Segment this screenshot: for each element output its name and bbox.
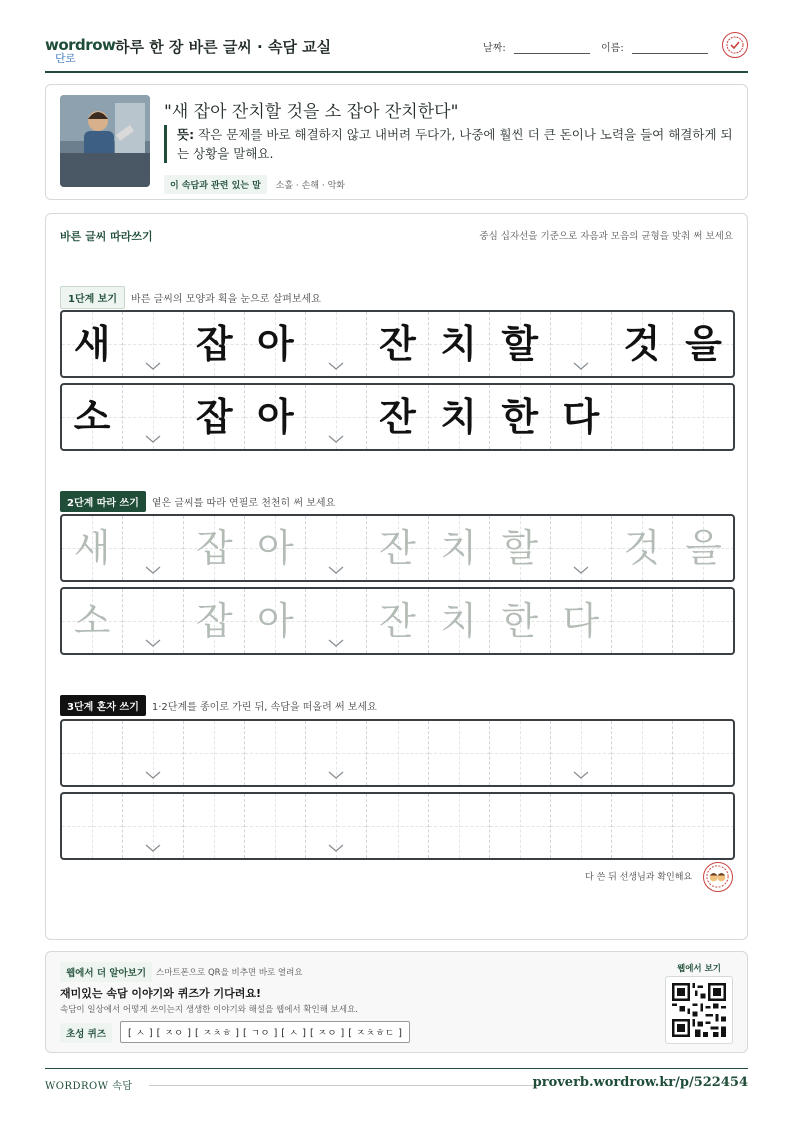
logo-subtext: 단로 xyxy=(55,52,76,65)
writing-cell xyxy=(184,385,245,449)
practice-character: 새 xyxy=(73,526,111,570)
writing-cell[interactable] xyxy=(367,589,428,653)
writing-cell xyxy=(62,312,123,376)
space-mark-icon xyxy=(328,771,344,779)
writing-cell[interactable] xyxy=(62,516,123,580)
practice-character: 치 xyxy=(440,599,477,643)
writing-cell[interactable] xyxy=(245,794,306,858)
writing-cell[interactable] xyxy=(245,516,306,580)
practice-character: 치 xyxy=(440,322,477,366)
step3-badge: 3단계 혼자 쓰기 xyxy=(60,695,146,716)
space-cell xyxy=(123,385,184,449)
practice-character: 다 xyxy=(562,599,600,643)
space-mark-icon xyxy=(145,435,161,443)
writing-cell xyxy=(429,385,490,449)
meaning-block xyxy=(164,125,734,163)
practice-character: 잡 xyxy=(195,395,233,439)
practice-character: 소 xyxy=(73,395,111,439)
step2-header xyxy=(60,491,335,509)
space-cell[interactable] xyxy=(551,516,612,580)
writing-cell[interactable] xyxy=(62,794,123,858)
practice-character: 할 xyxy=(501,526,539,570)
more-info-box xyxy=(45,951,748,1053)
wordrow-logo xyxy=(45,36,116,65)
writing-cell xyxy=(612,312,673,376)
teacher-check xyxy=(585,862,733,892)
writing-cell[interactable] xyxy=(429,589,490,653)
writing-cell xyxy=(367,312,428,376)
step2-hint: 옅은 글씨를 따라 연필로 천천히 써 보세요 xyxy=(151,498,336,509)
writing-cell xyxy=(245,312,306,376)
writing-cell[interactable] xyxy=(429,516,490,580)
space-mark-icon xyxy=(328,844,344,852)
space-cell xyxy=(306,312,367,376)
writing-cell[interactable] xyxy=(62,721,123,785)
related-list: 소홀 · 손해 · 악화 xyxy=(275,181,345,191)
writing-cell xyxy=(429,312,490,376)
space-mark-icon xyxy=(145,362,161,370)
footer-url[interactable]: proverb.wordrow.kr/p/522454 xyxy=(532,1075,748,1090)
step1-header xyxy=(60,286,321,304)
meaning-label: 뜻: xyxy=(177,127,195,142)
step2-row-1[interactable] xyxy=(60,514,735,582)
writing-cell xyxy=(245,385,306,449)
qr-label: 웹에서 보기 xyxy=(676,964,721,974)
writing-cell[interactable] xyxy=(612,516,673,580)
meaning-text: 작은 문제를 바로 해결하지 않고 내버려 두다가, 나중에 훨씬 더 큰 돈이나 노력을 들여 해결하게 되는 상황을 말해요. xyxy=(177,127,733,161)
practice-character: 잡 xyxy=(195,599,233,643)
writing-cell xyxy=(62,385,123,449)
practice-character: 아 xyxy=(256,395,294,439)
step3-row-1[interactable] xyxy=(60,719,735,787)
writing-cell[interactable] xyxy=(367,516,428,580)
space-cell[interactable] xyxy=(123,721,184,785)
writing-cell[interactable] xyxy=(490,721,551,785)
writing-cell[interactable] xyxy=(612,721,673,785)
space-cell[interactable] xyxy=(612,589,673,653)
practice-character: 한 xyxy=(501,395,539,439)
writing-cell[interactable] xyxy=(429,721,490,785)
name-label: 이름: xyxy=(601,43,624,54)
writing-cell[interactable] xyxy=(551,794,612,858)
practice-character: 소 xyxy=(73,599,111,643)
writing-cell xyxy=(490,312,551,376)
space-cell[interactable] xyxy=(306,721,367,785)
related-words xyxy=(164,175,345,194)
more-heading: 재미있는 속담 이야기와 퀴즈가 기다려요! xyxy=(60,987,261,1000)
space-cell[interactable] xyxy=(306,589,367,653)
space-cell xyxy=(123,312,184,376)
space-cell[interactable] xyxy=(673,589,734,653)
space-cell xyxy=(612,385,673,449)
footer-brand: WORDROW 속담 xyxy=(45,1081,133,1092)
checkmark-icon xyxy=(723,33,747,57)
writing-cell xyxy=(551,385,612,449)
step1-hint: 바른 글씨의 모양과 획을 눈으로 살펴보세요 xyxy=(131,294,321,305)
space-cell xyxy=(673,385,734,449)
writing-cell xyxy=(367,385,428,449)
writing-cell[interactable] xyxy=(673,721,734,785)
web-more-hint: 스마트폰으로 QR을 비추면 바로 열려요 xyxy=(156,968,303,978)
space-cell[interactable] xyxy=(123,589,184,653)
check-stamp-icon xyxy=(722,32,748,58)
practice-character: 치 xyxy=(440,526,477,570)
practice-character: 아 xyxy=(256,526,294,570)
writing-cell[interactable] xyxy=(184,516,245,580)
more-description: 속담이 일상에서 어떻게 쓰이는지 생생한 이야기와 해설을 웹에서 확인해 보세요. xyxy=(60,1005,358,1015)
quiz-tag: 초성 퀴즈 xyxy=(60,1023,112,1043)
space-cell[interactable] xyxy=(551,721,612,785)
step3-hint: 1·2단계를 종이로 가린 뒤, 속담을 떠올려 써 보세요 xyxy=(151,702,377,713)
step1-badge: 1단계 보기 xyxy=(60,286,125,309)
practice-hint: 중심 십자선을 기준으로 자음과 모음의 균형을 맞춰 써 보세요 xyxy=(479,231,733,242)
related-label: 이 속담과 관련 있는 말 xyxy=(164,175,267,194)
proverb-card xyxy=(45,84,748,200)
practice-title: 바른 글씨 따라쓰기 xyxy=(60,230,153,243)
space-mark-icon xyxy=(145,639,161,647)
practice-character: 것 xyxy=(623,526,661,570)
space-cell xyxy=(306,385,367,449)
step3-row-2[interactable] xyxy=(60,792,735,860)
step3-header xyxy=(60,695,377,713)
writing-cell[interactable] xyxy=(245,589,306,653)
practice-character: 을 xyxy=(685,526,722,570)
practice-character: 할 xyxy=(501,322,539,366)
worksheet-header xyxy=(45,28,748,73)
footer-rule xyxy=(149,1085,539,1086)
writing-cell[interactable] xyxy=(367,794,428,858)
handwriting-practice xyxy=(45,213,748,940)
space-cell xyxy=(551,312,612,376)
practice-character: 잔 xyxy=(379,599,416,643)
logo-text: wordrow xyxy=(45,36,116,54)
space-mark-icon xyxy=(573,362,589,370)
date-field[interactable] xyxy=(483,39,590,54)
practice-character: 잔 xyxy=(379,526,416,570)
initial-sound-quiz: [ ㅅ ] [ ㅈㅇ ] [ ㅈㅊㅎ ] [ ㄱㅇ ] [ ㅅ ] [ ㅈㅇ ] [ ㅈㅊㅎㄷ ] xyxy=(120,1021,410,1043)
writing-cell[interactable] xyxy=(62,589,123,653)
space-cell[interactable] xyxy=(306,516,367,580)
practice-character: 것 xyxy=(623,322,661,366)
practice-character: 아 xyxy=(256,322,294,366)
practice-character: 새 xyxy=(73,322,111,366)
practice-character: 을 xyxy=(685,322,722,366)
step1-row-2 xyxy=(60,383,735,451)
writing-cell xyxy=(490,385,551,449)
writing-cell[interactable] xyxy=(490,589,551,653)
space-mark-icon xyxy=(145,566,161,574)
page-title: 하루 한 장 바른 글씨 · 속담 교실 xyxy=(115,38,332,56)
practice-character: 다 xyxy=(562,395,600,439)
practice-character: 치 xyxy=(440,395,477,439)
writing-cell[interactable] xyxy=(490,794,551,858)
writing-cell[interactable] xyxy=(184,794,245,858)
web-more-tag: 웹에서 더 알아보기 xyxy=(60,962,152,982)
space-mark-icon xyxy=(145,771,161,779)
writing-cell[interactable] xyxy=(184,589,245,653)
writing-cell[interactable] xyxy=(184,721,245,785)
space-mark-icon xyxy=(328,639,344,647)
space-mark-icon xyxy=(573,566,589,574)
date-label: 날짜: xyxy=(483,43,506,54)
space-cell[interactable] xyxy=(123,516,184,580)
step2-badge: 2단계 따라 쓰기 xyxy=(60,491,146,512)
proverb-illustration xyxy=(60,95,150,187)
practice-character: 잔 xyxy=(379,395,416,439)
space-mark-icon xyxy=(145,844,161,852)
practice-character: 아 xyxy=(256,599,294,643)
space-mark-icon xyxy=(328,362,344,370)
name-field[interactable] xyxy=(601,39,708,54)
step1-row-1 xyxy=(60,310,735,378)
writing-cell[interactable] xyxy=(429,794,490,858)
teacher-seal-icon xyxy=(703,862,733,892)
space-cell[interactable] xyxy=(673,794,734,858)
name-line[interactable] xyxy=(632,44,708,54)
space-cell[interactable] xyxy=(123,794,184,858)
practice-character: 잔 xyxy=(379,322,416,366)
writing-cell[interactable] xyxy=(673,516,734,580)
space-cell[interactable] xyxy=(612,794,673,858)
writing-cell[interactable] xyxy=(490,516,551,580)
practice-character: 잡 xyxy=(195,526,233,570)
proverb-text: "새 잡아 잔치할 것을 소 잡아 잔치한다" xyxy=(164,102,459,122)
writing-cell xyxy=(673,312,734,376)
space-cell[interactable] xyxy=(306,794,367,858)
space-mark-icon xyxy=(573,771,589,779)
page-footer xyxy=(45,1068,748,1098)
practice-character: 한 xyxy=(501,599,539,643)
writing-cell xyxy=(184,312,245,376)
space-mark-icon xyxy=(328,435,344,443)
date-line[interactable] xyxy=(514,44,590,54)
space-mark-icon xyxy=(328,566,344,574)
practice-character: 잡 xyxy=(195,322,233,366)
qr-code-icon[interactable] xyxy=(665,976,733,1044)
writing-cell[interactable] xyxy=(245,721,306,785)
step2-row-2[interactable] xyxy=(60,587,735,655)
teacher-check-text: 다 쓴 뒤 선생님과 확인해요 xyxy=(585,872,693,883)
writing-cell[interactable] xyxy=(551,589,612,653)
writing-cell[interactable] xyxy=(367,721,428,785)
